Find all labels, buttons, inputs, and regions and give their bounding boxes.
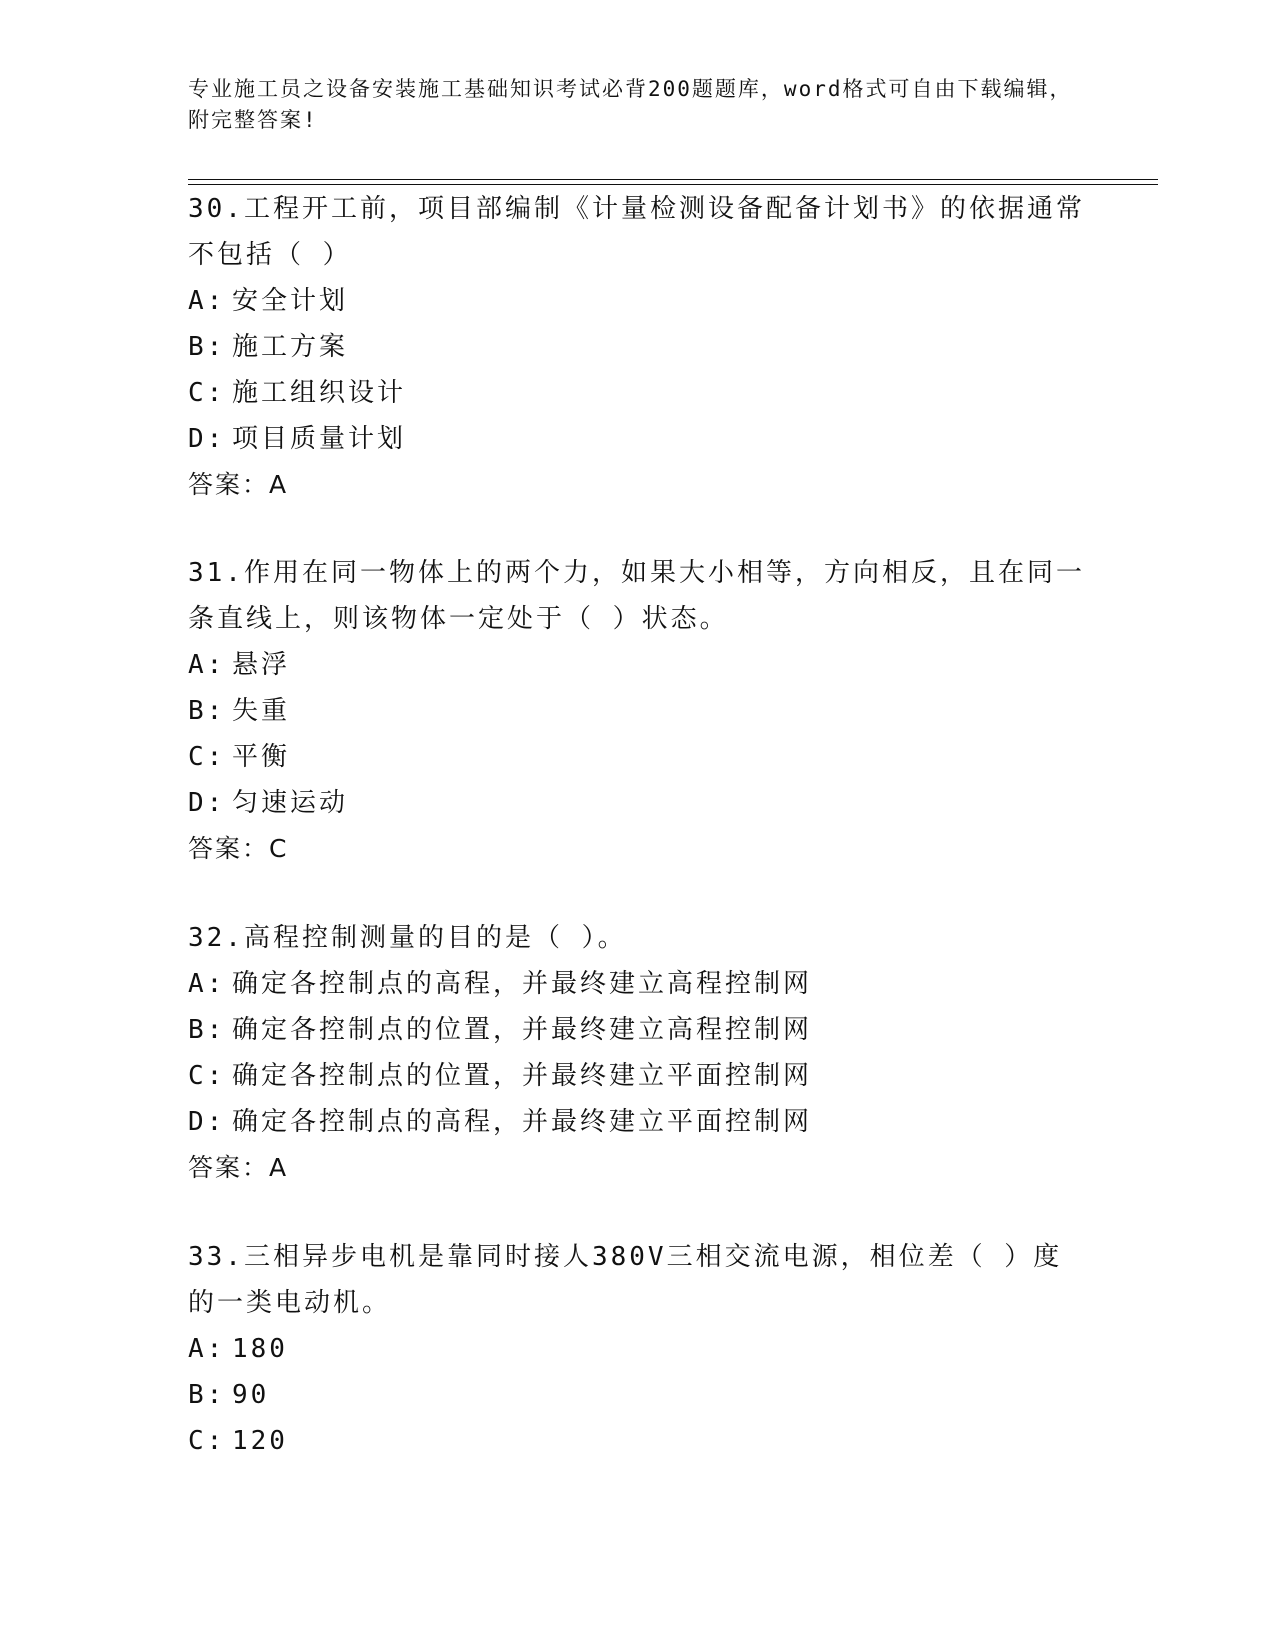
- option-b: [188, 1372, 1088, 1418]
- option-key: A:: [188, 1334, 226, 1364]
- option-text: 安全计划: [232, 286, 349, 316]
- option-text: 120: [232, 1426, 288, 1456]
- option-text: 施工方案: [232, 332, 349, 362]
- option-text: 确定各控制点的高程，并最终建立高程控制网: [232, 969, 813, 999]
- option-text: 90: [232, 1380, 270, 1410]
- option-text: 悬浮: [232, 650, 291, 680]
- option-text: 确定各控制点的高程，并最终建立平面控制网: [232, 1107, 813, 1137]
- option-c: [188, 734, 1088, 780]
- option-key: A:: [188, 286, 226, 316]
- option-key: C:: [188, 742, 226, 772]
- option-text: 180: [232, 1334, 288, 1364]
- question-text: 31.作用在同一物体上的两个力，如果大小相等，方向相反，且在同一条直线上，则该物体一定处于（ ）状态。: [188, 558, 1085, 634]
- option-b: [188, 688, 1088, 734]
- option-c: [188, 1053, 1088, 1099]
- option-key: C:: [188, 378, 226, 408]
- option-text: 确定各控制点的位置，并最终建立平面控制网: [232, 1061, 813, 1091]
- option-key: D:: [188, 1107, 226, 1137]
- answer-line: 答案：A: [188, 1153, 289, 1182]
- question-text: 30.工程开工前，项目部编制《计量检测设备配备计划书》的依据通常不包括（ ）: [188, 194, 1085, 270]
- option-key: C:: [188, 1061, 226, 1091]
- option-text: 平衡: [232, 742, 291, 772]
- option-text: 失重: [232, 696, 291, 726]
- question-33: [188, 1234, 1088, 1464]
- option-a: [188, 278, 1088, 324]
- document-header: 专业施工员之设备安装施工基础知识考试必背200题题库，word格式可自由下载编辑，附完整答案!: [188, 77, 1073, 132]
- option-d: [188, 1099, 1088, 1145]
- option-key: B:: [188, 696, 226, 726]
- option-key: C:: [188, 1426, 226, 1456]
- option-c: [188, 1418, 1088, 1464]
- question-32: [188, 915, 1088, 1191]
- option-key: B:: [188, 332, 226, 362]
- option-b: [188, 1007, 1088, 1053]
- option-key: A:: [188, 650, 226, 680]
- option-key: B:: [188, 1380, 226, 1410]
- option-key: D:: [188, 788, 226, 818]
- option-a: [188, 1326, 1088, 1372]
- option-text: 匀速运动: [232, 788, 349, 818]
- header-divider-bottom: [188, 184, 1158, 185]
- option-c: [188, 370, 1088, 416]
- answer-line: 答案：C: [188, 834, 289, 863]
- option-d: [188, 416, 1088, 462]
- question-text: 32.高程控制测量的目的是（ ）。: [188, 923, 627, 953]
- option-d: [188, 780, 1088, 826]
- question-30: [188, 186, 1088, 508]
- option-a: [188, 642, 1088, 688]
- question-text: 33.三相异步电机是靠同时接人380V三相交流电源，相位差（ ）度的一类电动机。: [188, 1242, 1063, 1318]
- option-b: [188, 324, 1088, 370]
- answer-line: 答案：A: [188, 470, 289, 499]
- header-divider-top: [188, 179, 1158, 180]
- option-text: 施工组织设计: [232, 378, 407, 408]
- option-key: B:: [188, 1015, 226, 1045]
- option-key: A:: [188, 969, 226, 999]
- option-text: 确定各控制点的位置，并最终建立高程控制网: [232, 1015, 813, 1045]
- option-a: [188, 961, 1088, 1007]
- option-text: 项目质量计划: [232, 424, 407, 454]
- question-31: [188, 550, 1088, 872]
- option-key: D:: [188, 424, 226, 454]
